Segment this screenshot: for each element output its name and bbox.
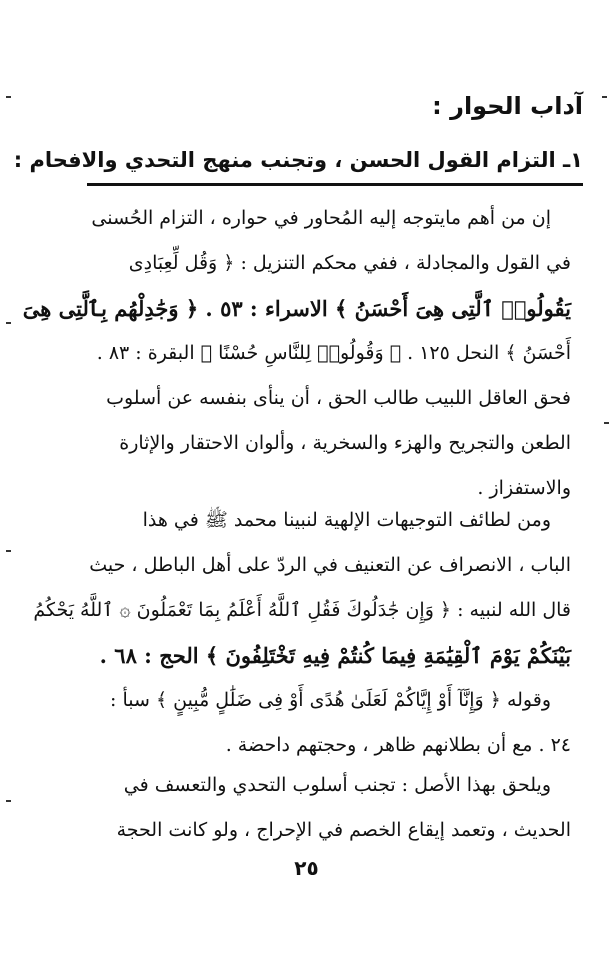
margin-mark-left <box>6 800 11 802</box>
paragraph-4 <box>53 763 571 853</box>
text-line: ومن لطائف التوجيهات الإلهية لنبينا محمد ﷺ في هذا <box>142 509 551 531</box>
margin-mark-right <box>604 422 609 424</box>
text-line: الطعن والتجريح والهزء والسخرية ، وألوان الاحتقار والإثارة <box>119 432 571 454</box>
text-line: الحديث ، وتعمد إيقاع الخصم في الإحراج ، ولو كانت الحجة <box>116 819 571 841</box>
text-line: بَيْنَكُمْ يَوْمَ ٱلْقِيَٰمَةِ فِيمَا كُنتُمْ فِيهِ تَخْتَلِفُونَ ﴾ الحج : ٦٨ . <box>99 643 571 668</box>
text-line: الباب ، الانصراف عن التعنيف في الردّ على أهل الباطل ، حيث <box>89 554 571 576</box>
text-line: فحق العاقل اللبيب طالب الحق ، أن ينأى بنفسه عن أسلوب <box>106 387 571 409</box>
heading-underline <box>87 183 583 186</box>
text-line: أَحْسَنُ ﴾ النحل ١٢٥ . ﴿ وَقُولُوا۟ لِلنَّاسِ حُسْنًا ﴾ البقرة : ٨٣ . <box>96 342 571 364</box>
margin-mark-left <box>6 322 11 324</box>
page-number: ٢٥ <box>294 856 319 880</box>
chapter-title: آداب الحوار : <box>432 92 583 120</box>
text-line: وقوله ﴿ وَإِنَّآ أَوْ إِيَّاكُمْ لَعَلَىٰ هُدًى أَوْ فِى ضَلَٰلٍ مُّبِينٍ ﴾ سبأ : <box>110 689 551 711</box>
text-line: في القول والمجادلة ، ففي محكم التنزيل : ﴿ وَقُل لِّعِبَادِى <box>128 252 571 274</box>
text-line: يَقُولُوا۟ ٱلَّتِى هِىَ أَحْسَنُ ﴾ الاسراء : ٥٣ . ﴿ وَجَٰدِلْهُم بِٱلَّتِى هِىَ <box>22 296 571 321</box>
margin-mark-right <box>602 96 607 98</box>
paragraph-2 <box>33 498 571 678</box>
margin-mark-left <box>6 550 11 552</box>
section-heading: ١ـ التزام القول الحسن ، وتجنب منهج التحدي والافحام : <box>13 148 583 172</box>
margin-mark-left <box>6 96 11 98</box>
text-line: قال الله لنبيه : ﴿ وَإِن جَٰدَلُوكَ فَقُلِ ٱللَّهُ أَعْلَمُ بِمَا تَعْمَلُونَ ۞ ٱللَّهُ يَحْكُمُ <box>33 599 571 621</box>
text-line: إن من أهم مايتوجه إليه المُحاور في حواره ، التزام الحُسنى <box>91 207 551 229</box>
paragraph-3 <box>53 678 571 768</box>
text-line: والاستفزاز . <box>477 477 571 499</box>
paragraph-1 <box>22 196 571 511</box>
text-line: ويلحق بهذا الأصل : تجنب أسلوب التحدي والتعسف في <box>123 774 551 796</box>
text-line: ٢٤ . مع أن بطلانهم ظاهر ، وحجتهم داحضة . <box>225 734 571 756</box>
